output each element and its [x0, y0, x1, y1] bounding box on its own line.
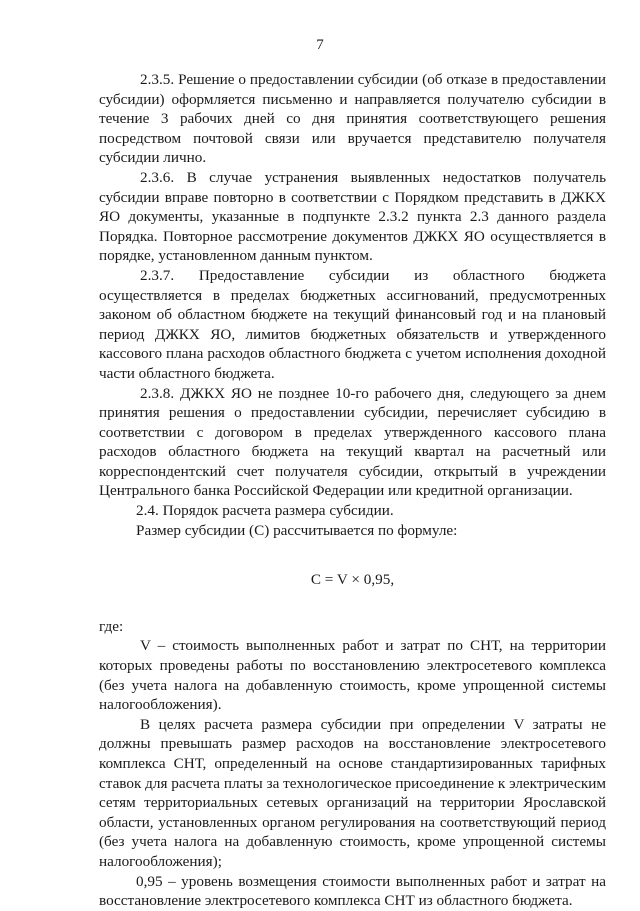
calculation-note: В целях расчета размера субсидии при определении V затраты не должны превышать размер расходов на восстановление электросетевого комплекса СНТ, определенный на основе стандартизированных тарифных ставок для расчета платы за технологическое присоединение к электрическим сетям территориальных сетевых организаций на территории Ярославской области, установленных органом регулирования на соответствующий период (без учета налога на добавленную стоимость, кроме упрощенной системы налогообложения); [99, 715, 606, 870]
formula: C = V × 0,95, [310, 571, 395, 589]
page-number: 7 [316, 37, 324, 53]
formula-intro: Размер субсидии (С) рассчитывается по формуле: [136, 521, 458, 539]
definition-v: V – стоимость выполненных работ и затрат по СНТ, на территории которых проведены работы по восстановлению электросетевого комплекса (без учета налога на добавленную стоимость, кроме упрощенной системы налогообложения). [99, 637, 606, 714]
paragraph-2-3-5: 2.3.5. Решение о предоставлении субсидии (об отказе в предоставлении субсидии) оформляется письменно и направляется получателю субсидии в течение 3 рабочих дней со дня принятия соответствующего решения посредством почтовой связи или вручается представителю получателя субсидии лично. [99, 71, 606, 167]
paragraph-2-3-6: 2.3.6. В случае устранения выявленных недостатков получатель субсидии вправе повторно в соответствии с Порядком представить в ДЖКХ ЯО документы, указанные в подпункте 2.3.2 пункта 2.3 данного раздела Порядка. Повторное рассмотрение документов ДЖКХ ЯО осуществляется в порядке, установленном данным пунктом. [99, 168, 606, 265]
section-heading-2-4: 2.4. Порядок расчета размера субсидии. [136, 502, 394, 520]
document-body [99, 70, 606, 911]
paragraph-2-3-8: 2.3.8. ДЖКХ ЯО не позднее 10-го рабочего дня, следующего за днем принятия решения о предоставлении субсидии, перечисляет субсидию в соответствии с договором в пределах утвержденного кассового плана расходов областного бюджета на текущий квартал на расчетный или корреспондентский счет получателя субсидии, открытый в учреждении Центрального банка Российской Федерации или кредитной организации. [99, 384, 606, 500]
paragraph-2-3-7: 2.3.7. Предоставление субсидии из областного бюджета осуществляется в пределах бюджетных ассигнований, предусмотренных законом об областном бюджете на текущий финансовый год и на плановый период ДЖКХ ЯО, лимитов бюджетных обязательств и утвержденного кассового плана расходов областного бюджета с учетом исполнения доходной части областного бюджета. [99, 266, 606, 382]
where-label: где: [99, 617, 124, 635]
coefficient-definition: 0,95 – уровень возмещения стоимости выполненных работ и затрат на восстановление электросетевого комплекса СНТ из областного бюджета. [99, 872, 606, 910]
